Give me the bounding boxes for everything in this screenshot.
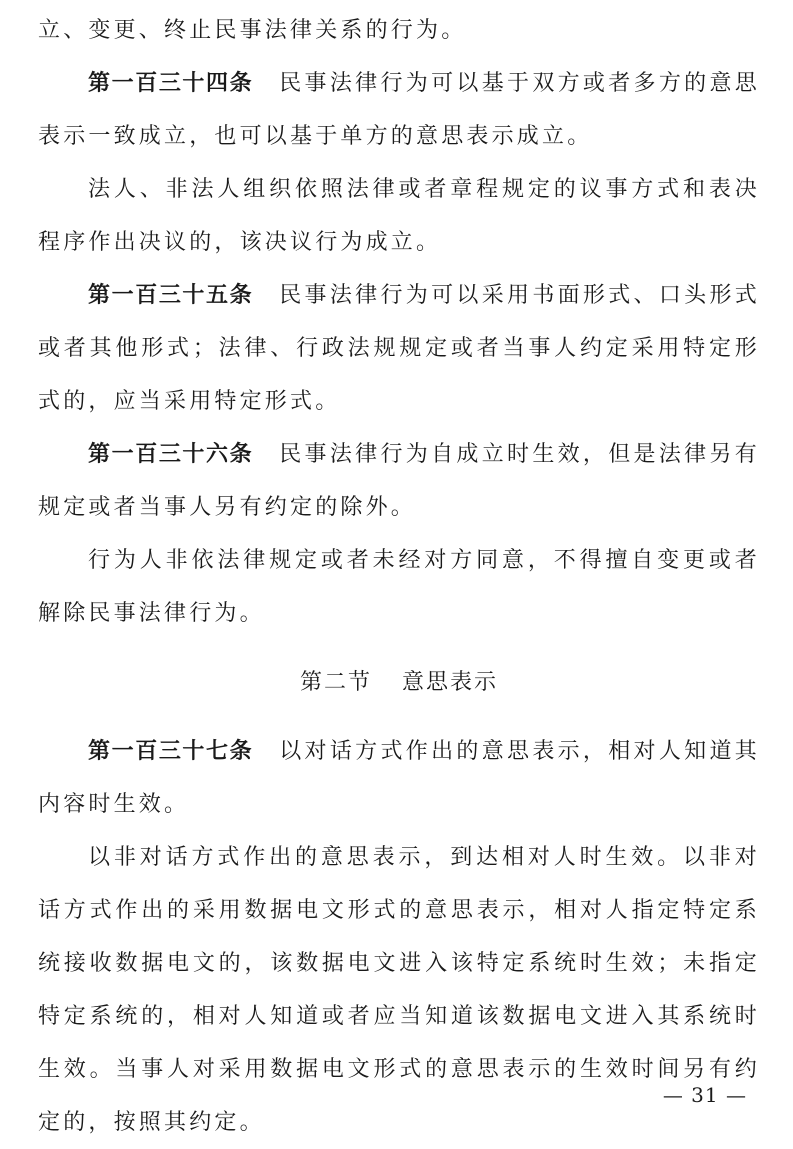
article-number: 第一百三十六条 — [88, 442, 254, 467]
article-text: 以对话方式作出的意思表示，相对人知道其内容时生效。 — [38, 739, 760, 817]
article-number: 第一百三十七条 — [88, 739, 254, 764]
paragraph: 法人、非法人组织依照法律或者章程规定的议事方式和表决程序作出决议的，该决议行为成立。 — [38, 177, 760, 255]
section-heading — [38, 655, 760, 711]
paragraph-continuation: 立、变更、终止民事法律关系的行为。 — [38, 18, 467, 43]
article-text: 民事法律行为可以基于双方或者多方的意思表示一致成立，也可以基于单方的意思表示成立。 — [38, 71, 760, 149]
page-number: — 31 — — [662, 1083, 747, 1107]
article-number: 第一百三十五条 — [88, 283, 254, 308]
article-134 — [38, 57, 760, 163]
article-137 — [38, 725, 760, 831]
article-number: 第一百三十四条 — [88, 71, 254, 96]
article-136 — [38, 428, 760, 534]
article-text: 民事法律行为可以采用书面形式、口头形式或者其他形式；法律、行政法规规定或者当事人约定采用特定形式的，应当采用特定形式。 — [38, 283, 760, 414]
section-title: 意思表示 — [402, 670, 499, 695]
document-page — [38, 4, 760, 1149]
paragraph: 以非对话方式作出的意思表示，到达相对人时生效。以非对话方式作出的采用数据电文形式的意思表示，相对人指定特定系统接收数据电文的，该数据电文进入该特定系统时生效；未指定特定系统的，相对人知道或者应当知道该数据电文进入其系统时生效。当事人对采用数据电文形式的意思表示的生效时间另有约定的，按照其约定。 — [38, 845, 760, 1135]
section-number: 第二节 — [299, 670, 372, 695]
article-135 — [38, 269, 760, 428]
article-text: 民事法律行为自成立时生效，但是法律另有规定或者当事人另有约定的除外。 — [38, 442, 760, 520]
paragraph: 行为人非依法律规定或者未经对方同意，不得擅自变更或者解除民事法律行为。 — [38, 548, 760, 626]
